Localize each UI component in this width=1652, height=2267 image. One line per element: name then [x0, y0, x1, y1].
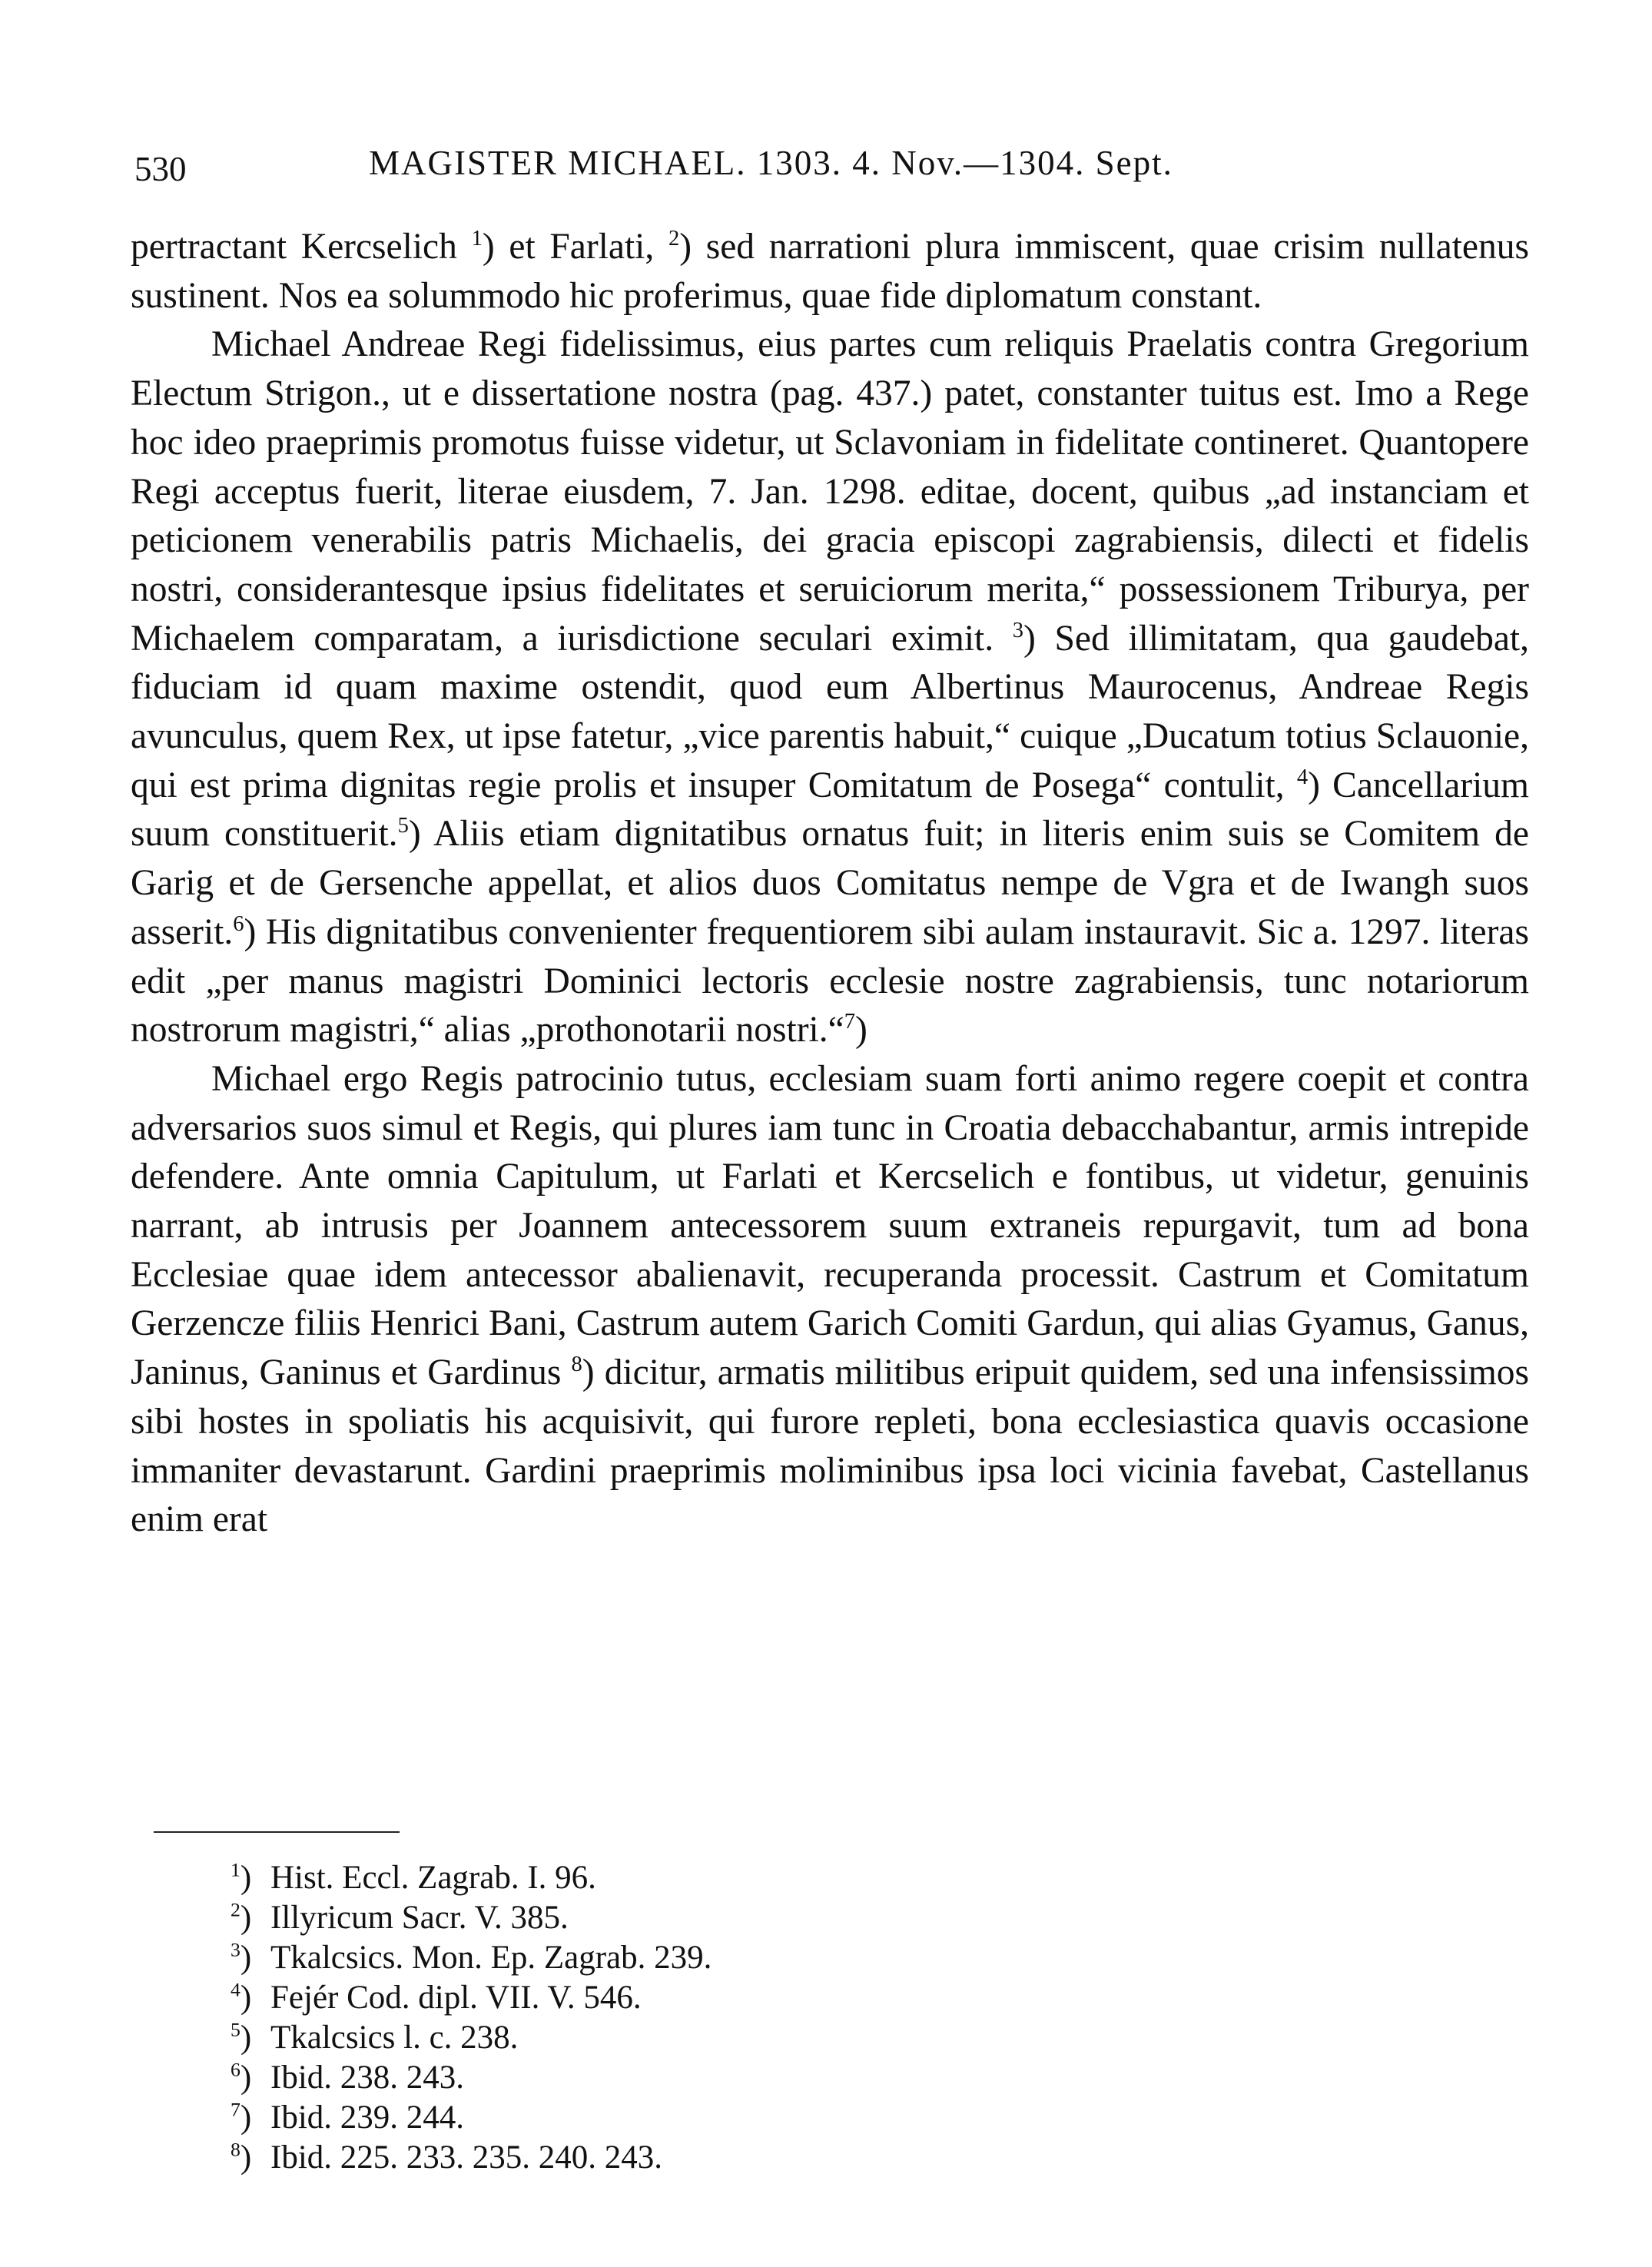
- footnote-text: Ibid. 239. 244.: [270, 2099, 465, 2136]
- footnote-marker: $^7$): [231, 2098, 252, 2136]
- footnote: [231, 2098, 712, 2138]
- footnote-separator-rule: [154, 1831, 400, 1833]
- footnote: [231, 2058, 712, 2098]
- footnote-marker: $^4$): [231, 1978, 252, 2016]
- footnote: [231, 2138, 712, 2178]
- footnote-number: 3: [231, 1938, 241, 1961]
- footnote-marker: $^5$): [231, 2018, 252, 2056]
- footnote: [231, 1858, 712, 1898]
- footnote-text: Tkalcsics l. c. 238.: [270, 2020, 519, 2056]
- text-segment: ) Cancellarium suum constituerit.: [131, 765, 1530, 855]
- paragraph: [131, 320, 1529, 1055]
- footnotes: [231, 1858, 712, 2178]
- text-segment: ) dicitur, armatis militibus eripuit quidem, sed una infensissimos sibi hostes in spoliatis his acquisivit, qui furore repleti, bona ecclesiastica quavis occasione immaniter devastarunt. Gardini praeprimis moliminibus ipsa loci vicinia favebat, Castellanus enim erat: [131, 1353, 1529, 1540]
- footnote-text: Ibid. 225. 233. 235. 240. 243.: [270, 2139, 663, 2176]
- page-number: 530: [134, 150, 187, 188]
- footnote-reference: 3: [1012, 618, 1024, 642]
- text-segment: ): [854, 1010, 867, 1051]
- footnote-number: 5: [231, 2018, 241, 2041]
- footnote-text: Fejér Cod. dipl. VII. V. 546.: [270, 1980, 642, 2016]
- footnote-text: Hist. Eccl. Zagrab. I. 96.: [270, 1860, 596, 1896]
- footnote-reference: 7: [844, 1010, 855, 1034]
- footnote: [231, 1938, 712, 1978]
- paragraph: [131, 1055, 1529, 1545]
- footnote-number: 6: [231, 2058, 241, 2081]
- footnote-marker: $^6$): [231, 2058, 252, 2096]
- footnote-number: 7: [231, 2098, 241, 2121]
- footnote-marker: $^3$): [231, 1938, 252, 1976]
- footnote-text: Ibid. 238. 243.: [270, 2060, 465, 2096]
- footnote-text: Illyricum Sacr. V. 385.: [270, 1900, 569, 1936]
- text-segment: Michael Andreae Regi fidelissimus, eius partes cum reliquis Praelatis contra Gregorium Electum Strigon., ut e dissertatione nostra (pag. 437.) patet, constanter tuitus est. Imo a Rege hoc ideo praeprimis promotus fuisse videtur, ut Sclavoniam in fidelitate contineret. Quantopere Regi acceptus fuerit, literae eiusdem, 7. Jan. 1298. editae, docent, quibus „ad instanciam et peticionem venerabilis patris Michaelis, dei gracia episcopi zagrabiensis, dilecti et fidelis nostri, considerantesque ipsius fidelitates et seruiciorum merita,“ possessionem Triburya, per Michaelem comparatam, a iurisdictione seculari eximit.: [131, 324, 1529, 659]
- text-segment: ) Aliis etiam dignitatibus ornatus fuit; in literis enim suis se Comitem de Garig et de Gersenche appellat, et alios duos Comitatus nempe de Vgra et de Iwangh suos asserit.: [131, 814, 1529, 952]
- footnote-marker: $^1$): [231, 1858, 252, 1896]
- footnote-number: 8: [231, 2138, 241, 2161]
- text-segment: Michael ergo Regis patrocinio tutus, ecclesiam suam forti animo regere coepit et contra adversarios suos simul et Regis, qui plures iam tunc in Croatia debacchabantur, armis intrepide defendere. Ante omnia Capitulum, ut Farlati et Kercselich e fontibus, ut videtur, genuinis narrant, ab intrusis per Joannem antecessorem suum extraneis repurgavit, tum ad bona Ecclesiae quae idem antecessor abalienavit, recuperanda processit. Castrum et Comitatum Gerzencze filiis Henrici Bani, Castrum autem Garich Comiti Gardun, qui alias Gyamus, Ganus, Janinus, Ganinus et Gardinus: [131, 1058, 1529, 1393]
- text-segment: pertractant Kercselich: [131, 227, 472, 267]
- footnote-reference: 6: [233, 912, 244, 937]
- footnote-number: 1: [231, 1858, 241, 1881]
- text-segment: ) sed narrationi plura immiscent, quae crisim nullatenus sustinent. Nos ea solummodo hic proferimus, quae fide diplomatum constant.: [131, 227, 1529, 316]
- footnote-marker: $^8$): [231, 2138, 252, 2176]
- footnote-text: Tkalcsics. Mon. Ep. Zagrab. 239.: [270, 1940, 712, 1976]
- footnote: [231, 1978, 712, 2018]
- footnote-reference: 4: [1296, 765, 1309, 789]
- footnote: [231, 1898, 712, 1938]
- body-text: [131, 223, 1529, 1545]
- running-head: MAGISTER MICHAEL. 1303. 4. Nov.—1304. Sept.: [369, 144, 1173, 182]
- paragraph: [131, 223, 1529, 320]
- footnote-reference: 8: [571, 1353, 582, 1377]
- footnote-marker: $^2$): [231, 1898, 252, 1936]
- text-segment: ) Sed illimitatam, qua gaudebat, fiduciam id quam maxime ostendit, quod eum Albertinus Maurocenus, Andreae Regis avunculus, quem Rex, ut ipse fatetur, „vice parentis habuit,“ cuique „Ducatum totius Sclauonie, qui est prima dignitas regie prolis et insuper Comitatum de Posega“ contulit,: [131, 618, 1529, 805]
- text-segment: ) et Farlati,: [482, 227, 668, 267]
- footnote-number: 2: [231, 1898, 241, 1921]
- text-segment: ) His dignitatibus convenienter frequentiorem sibi aulam instauravit. Sic a. 1297. literas edit „per manus magistri Dominici lectoris ecclesie nostre zagrabiensis, tunc notariorum nostrorum magistri,“ alias „prothonotarii nostri.“: [131, 911, 1529, 1051]
- footnote-reference: 5: [397, 814, 409, 838]
- footnote: [231, 2018, 712, 2058]
- footnote-number: 4: [231, 1978, 241, 2001]
- footnote-reference: 1: [471, 227, 483, 251]
- footnote-reference: 2: [668, 227, 680, 251]
